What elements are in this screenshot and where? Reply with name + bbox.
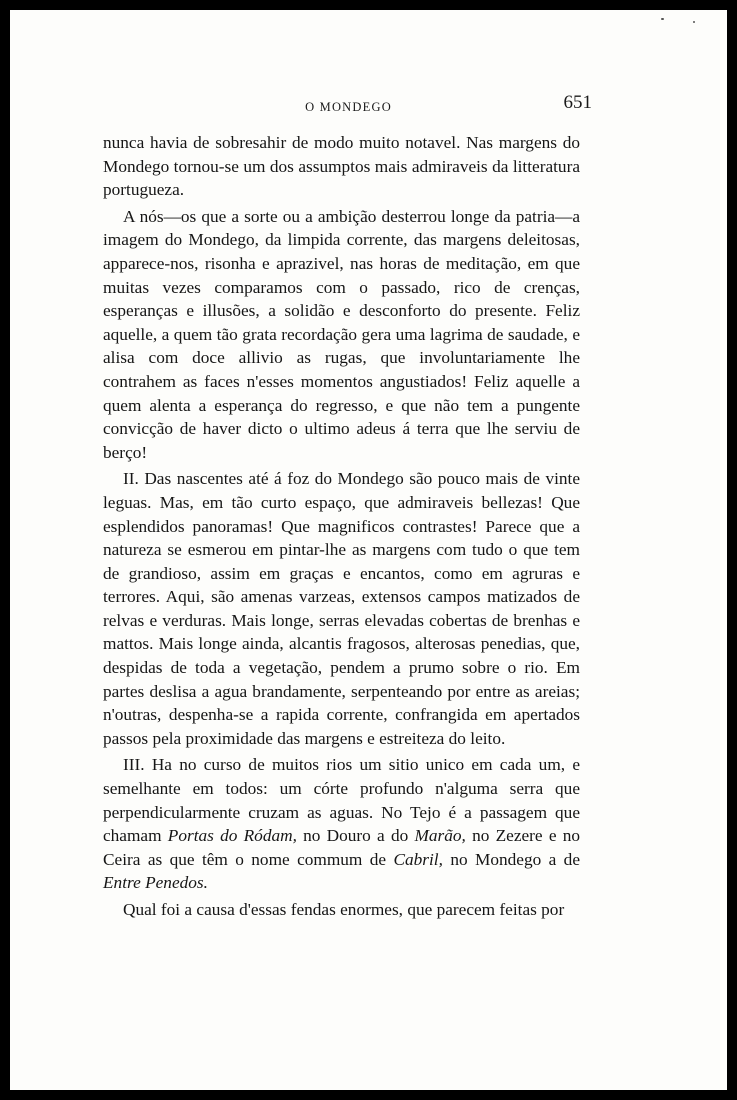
paragraph-section-ii: II. Das nascentes até á foz do Mondego são pouco mais de vinte leguas. Mas, em tão curto espaço, que admiraveis bellezas! Que esplendidos panoramas! Que magnificos contrastes! Parece que a natureza se esmerou em pintar-lhe as margens com tudo o que tem de grandioso, assim em graças e encantos, como em agruras e terrores. Aqui, são amenas varzeas, extensos campos matizados de relvas e verduras. Mais longe, serras elevadas cobertas de brenhas e mattos. Mais longe ainda, alcantis fragosos, alterosas penedias, que, despidas de toda a vegetação, pendem a prumo sobre o rio. Em partes deslisa a agua brandamente, serpenteando por entre as areias; n'outras, despenha-se a rapida corrente, confrangida em apertados passos pela proximidade das margens e estreiteza do leito. bbox=[103, 469, 580, 748]
paragraph: Qual foi a causa d'essas fendas enormes, que parecem feitas por bbox=[123, 900, 565, 919]
text-run: no Douro a do bbox=[296, 826, 415, 846]
body-text bbox=[103, 131, 580, 925]
place-name-italic: Entre Penedos. bbox=[103, 873, 208, 893]
text-run: no Zezere e no Ceira as que têm o nome commum de bbox=[103, 826, 581, 869]
text-run: III. Ha no curso de muitos rios um sitio unico em cada um, e semelhante em todos: um córte profundo n'alguma serra que perpendicularmente cruzam as aguas. No Tejo é a passagem que chamam bbox=[103, 755, 580, 846]
place-name-italic: Marão, bbox=[414, 826, 466, 846]
place-name-italic: Portas do Ródam, bbox=[167, 826, 297, 846]
paragraph: A nós—os que a sorte ou a ambição desterrou longe da patria—a imagem do Mondego, da limpida corrente, das margens deleitosas, apparece-nos, risonha e aprazivel, nas horas de meditação, em que muitas vezes comparamos com o passado, rico de crenças, esperanças e illusões, a solidão e desconforto do presente. Feliz aquelle, a quem tão grata recordação gera uma lagrima de saudade, e alisa com doce allivio as rugas, que involuntariamente lhe contrahem as faces n'esses momentos angustiados! Feliz aquelle a quem alenta a esperança do regresso, e que não tem a pungente convicção de haver dicto o ultimo adeus á terra que lhe serviu de berço! bbox=[103, 206, 580, 462]
page-header bbox=[105, 92, 592, 122]
paragraph-continued: nunca havia de sobresahir de modo muito notavel. Nas margens do Mondego tornou-se um dos assumptos mais admiraveis da litteratura portugueza. bbox=[103, 133, 580, 200]
paragraph-section-iii bbox=[103, 753, 580, 895]
text-run: no Mondego a de bbox=[442, 849, 580, 869]
page-number: 651 bbox=[563, 92, 592, 113]
running-title: O MONDEGO bbox=[305, 100, 392, 114]
place-name-italic: Cabril, bbox=[393, 849, 443, 869]
scan-speck bbox=[693, 21, 695, 23]
book-page bbox=[10, 10, 727, 1090]
scan-speck bbox=[661, 18, 664, 20]
